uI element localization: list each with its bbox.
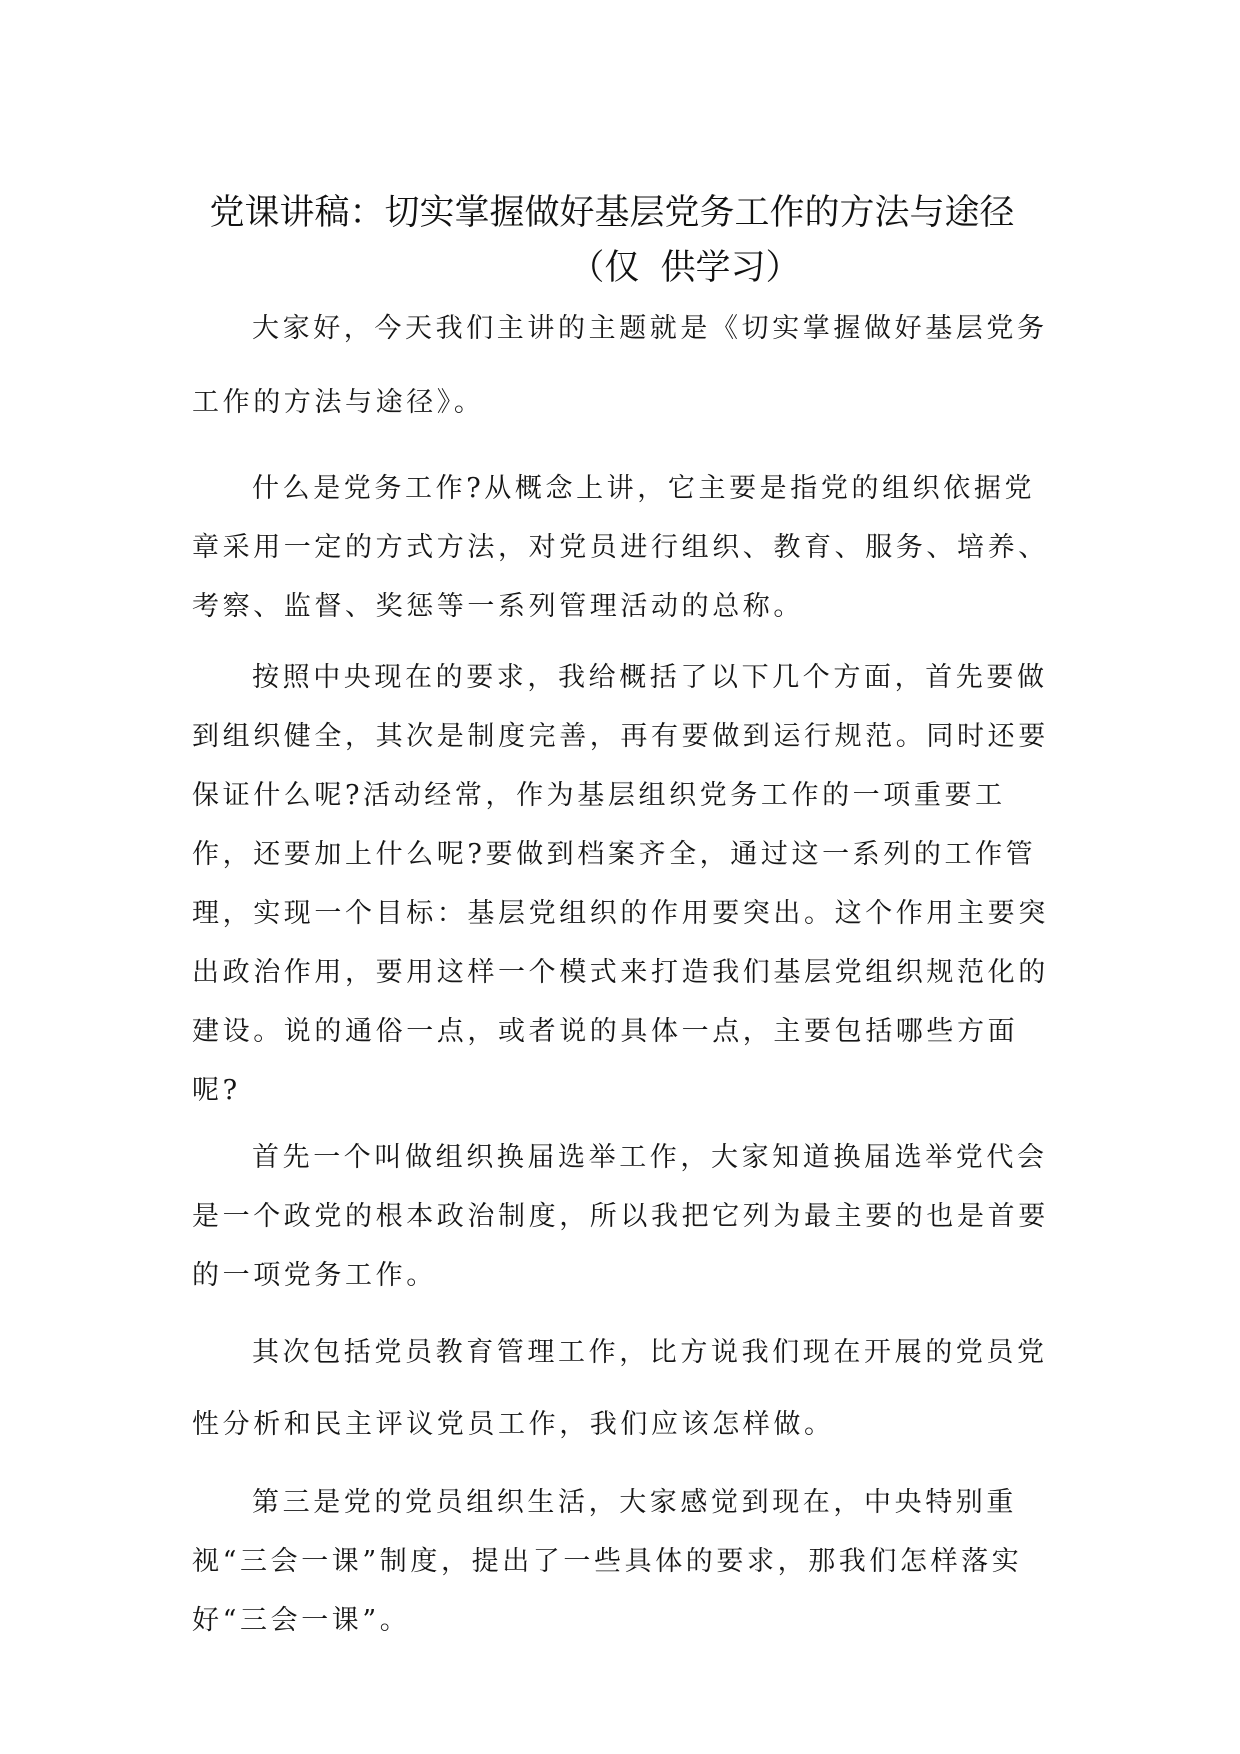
paragraph-organization-life: 第三是党的党员组织生活，大家感觉到现在，中央特别重视“三会一课”制度，提出了一些具体的要求，那我们怎样落实好“三会一课”。 xyxy=(192,1487,1023,1636)
paragraph-education: 其次包括党员教育管理工作，比方说我们现在开展的党员党性分析和民主评议党员工作，我们应该怎样做。 xyxy=(192,1337,1048,1440)
title-main: 党课讲稿：切实掌握做好基层党务工作的方法与途径 xyxy=(209,193,1015,233)
paragraph-election: 首先一个叫做组织换届选举工作，大家知道换届选举党代会是一个政党的根本政治制度，所以我把它列为最主要的也是首要的一项党务工作。 xyxy=(192,1142,1049,1291)
paragraph-definition: 什么是党务工作?从概念上讲，它主要是指党的组织依据党章采用一定的方式方法，对党员进行组织、教育、服务、培养、考察、监督、奖惩等一系列管理活动的总称。 xyxy=(192,473,1049,622)
paragraph-intro: 大家好，今天我们主讲的主题就是《切实掌握做好基层党务工作的方法与途径》。 xyxy=(192,313,1048,418)
document-body xyxy=(192,292,1052,1650)
document-title xyxy=(150,186,1090,296)
paragraph-requirements: 按照中央现在的要求，我给概括了以下几个方面，首先要做到组织健全，其次是制度完善，再有要做到运行规范。同时还要保证什么呢?活动经常，作为基层组织党务工作的一项重要工作，还要加上什么呢?要做到档案齐全，通过这一系列的工作管理，实现一个目标：基层党组织的作用要突出。这个作用主要突出政治作用，要用这样一个模式来打造我们基层党组织规范化的建设。说的通俗一点，或者说的具体一点，主要包括哪些方面呢? xyxy=(192,662,1049,1106)
title-subtitle: （仅 供学习） xyxy=(569,248,801,288)
